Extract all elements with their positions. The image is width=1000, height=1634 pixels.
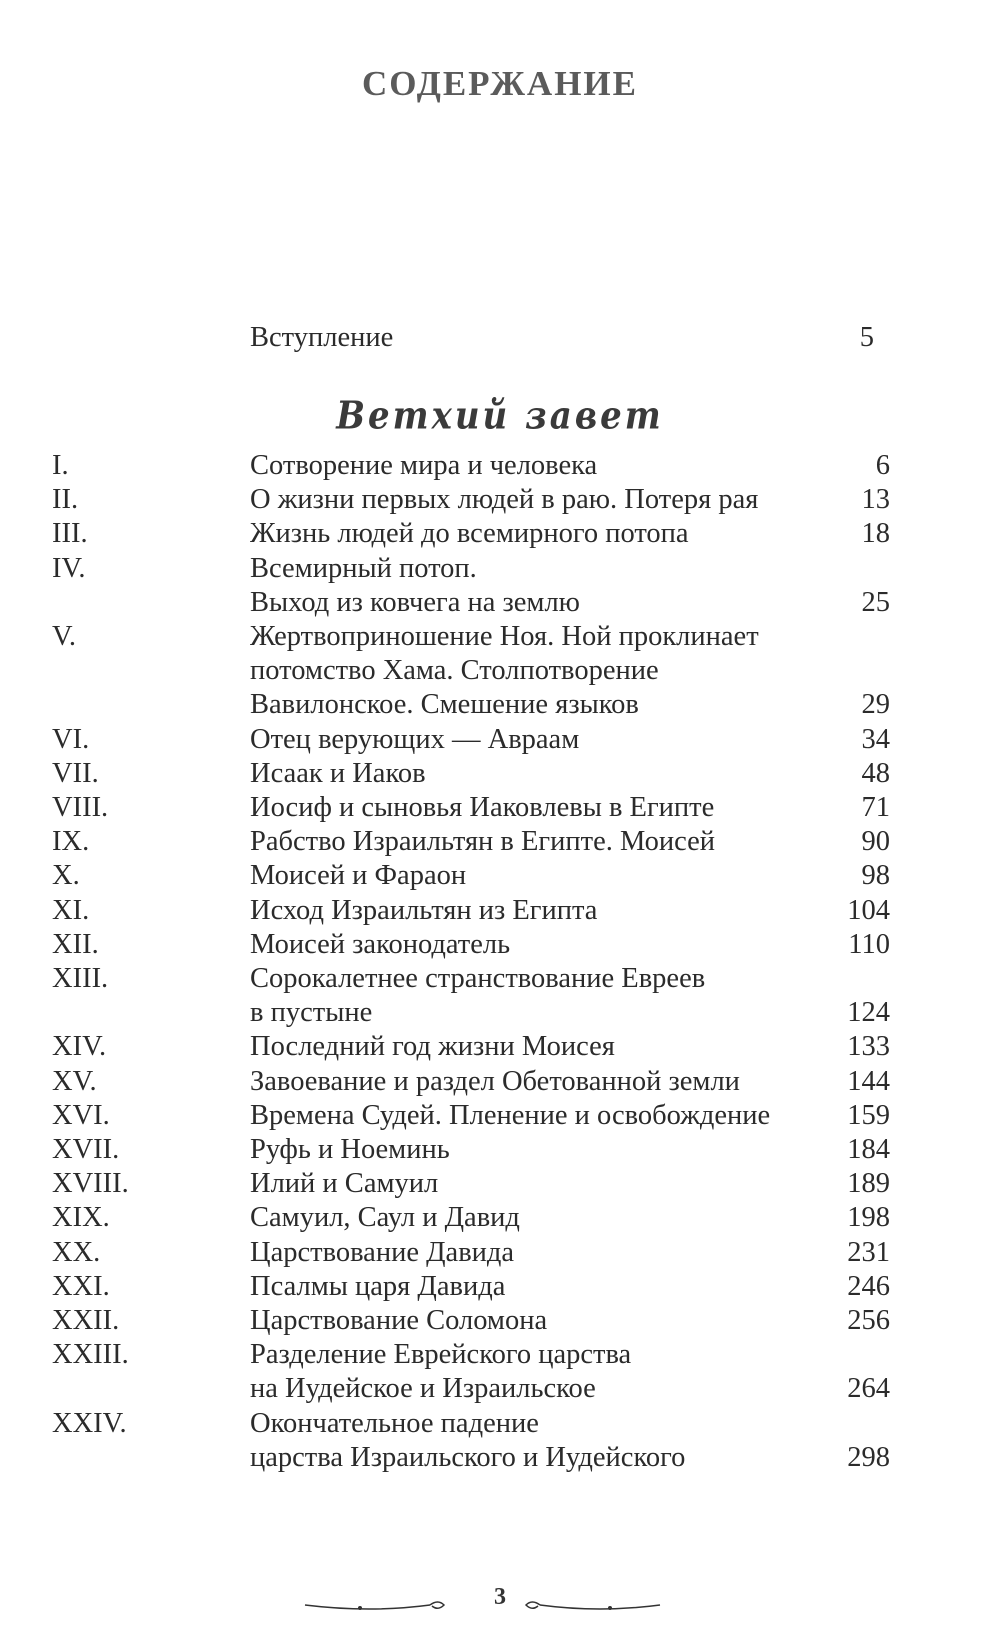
toc-entry-line[interactable] <box>0 687 1000 723</box>
toc-entry-line[interactable] <box>0 551 1000 587</box>
intro-label: Вступление <box>250 322 394 353</box>
toc-entry-line[interactable] <box>0 995 1000 1031</box>
chapter-title: Вавилонское. Смешение языков <box>250 689 639 721</box>
toc-entry-line[interactable] <box>0 482 1000 518</box>
chapter-page-number: 124 <box>847 997 890 1029</box>
chapter-page-number: 246 <box>847 1270 890 1302</box>
chapter-number: XXI. <box>52 1270 110 1302</box>
chapter-page-number: 71 <box>861 792 890 823</box>
chapter-title: Царствование Давида <box>250 1236 515 1268</box>
chapter-number: XX. <box>52 1236 101 1268</box>
toc-entry-line[interactable] <box>0 448 1000 484</box>
toc-entry-line[interactable] <box>0 1440 1000 1476</box>
chapter-page-number: 256 <box>847 1305 890 1336</box>
chapter-title: Жизнь людей до всемирного потопа <box>250 518 689 550</box>
chapter-title: Руфь и Ноеминь <box>250 1134 450 1165</box>
chapter-page-number: 184 <box>847 1134 890 1165</box>
chapter-number: XVI. <box>52 1099 110 1131</box>
chapter-title: в пустыне <box>250 997 373 1029</box>
chapter-title: Выход из ковчега на землю <box>250 586 580 618</box>
chapter-page-number: 110 <box>848 928 890 960</box>
toc-entry-line[interactable] <box>0 1200 1000 1236</box>
intro-page-number: 5 <box>859 322 874 353</box>
chapter-number: II. <box>52 484 79 516</box>
chapter-title: Последний год жизни Моисея <box>250 1031 615 1063</box>
chapter-title: Илий и Самуил <box>250 1168 439 1200</box>
chapter-title: потомство Хама. Столпотворение <box>250 655 659 687</box>
toc-entry-line[interactable] <box>0 756 1000 792</box>
toc-entry-line[interactable] <box>0 1371 1000 1407</box>
intro-row[interactable] <box>0 320 1000 356</box>
chapter-page-number: 264 <box>847 1373 890 1405</box>
chapter-number: XI. <box>52 894 90 926</box>
chapter-page-number: 13 <box>861 484 890 516</box>
chapter-number: XVIII. <box>52 1168 129 1200</box>
chapter-page-number: 189 <box>847 1168 890 1200</box>
chapter-page-number: 198 <box>847 1202 890 1234</box>
chapter-number: XIV. <box>52 1031 107 1063</box>
chapter-title: Завоевание и раздел Обетованной земли <box>250 1065 740 1097</box>
chapter-title: Отец верующих — Авраам <box>250 723 580 755</box>
chapter-number: XXII. <box>52 1305 120 1336</box>
chapter-number: IV. <box>52 552 86 584</box>
chapter-number: XIX. <box>52 1202 110 1234</box>
chapter-page-number: 48 <box>861 757 890 789</box>
toc-entry-line[interactable] <box>0 619 1000 655</box>
chapter-title: Жертвоприношение Ноя. Ной проклинает <box>250 621 759 652</box>
chapter-page-number: 231 <box>847 1236 890 1268</box>
chapter-number: I. <box>52 450 69 481</box>
chapter-page-number: 6 <box>875 450 890 481</box>
chapter-number: XXIII. <box>52 1339 129 1371</box>
page-title: СОДЕРЖАНИЕ <box>361 64 638 103</box>
toc-entry-line[interactable] <box>0 1303 1000 1339</box>
chapter-page-number: 298 <box>847 1441 890 1473</box>
chapter-title: Иосиф и сыновья Иаковлевы в Египте <box>250 792 715 823</box>
chapter-number: X. <box>52 860 80 892</box>
chapter-title: Времена Судей. Пленение и освобождение <box>250 1099 771 1131</box>
chapter-number: VIII. <box>52 792 109 823</box>
toc-entry-line[interactable] <box>0 1166 1000 1202</box>
chapter-page-number: 29 <box>861 689 890 721</box>
chapter-page-number: 25 <box>861 586 890 618</box>
chapter-title: Псалмы царя Давида <box>250 1270 506 1302</box>
chapter-title: царства Израильского и Иудейского <box>250 1441 686 1473</box>
chapter-title: Моисей законодатель <box>250 928 511 960</box>
chapter-page-number: 159 <box>847 1099 890 1131</box>
chapter-title: на Иудейское и Израильское <box>250 1373 596 1405</box>
chapter-number: VII. <box>52 757 99 789</box>
chapter-number: XXIV. <box>52 1407 127 1439</box>
chapter-number: III. <box>52 518 88 550</box>
toc-entry-line[interactable] <box>0 858 1000 894</box>
chapter-title: Сотворение мира и человека <box>250 450 598 481</box>
section-title: Ветхий завет <box>336 393 664 439</box>
chapter-page-number: 133 <box>847 1031 890 1063</box>
chapter-number: XVII. <box>52 1134 120 1165</box>
chapter-title: Разделение Еврейского царства <box>250 1339 632 1371</box>
chapter-page-number: 18 <box>861 518 890 550</box>
chapter-title: Сорокалетнее странствование Евреев <box>250 963 706 994</box>
chapter-number: VI. <box>52 723 90 755</box>
chapter-page-number: 98 <box>861 860 890 892</box>
toc-entry-line[interactable] <box>0 1337 1000 1373</box>
toc-entry-line[interactable] <box>0 516 1000 552</box>
chapter-number: V. <box>52 621 77 652</box>
chapter-number: XIII. <box>52 963 109 994</box>
toc-entry-line[interactable] <box>0 790 1000 826</box>
chapter-title: Моисей и Фараон <box>250 860 467 892</box>
chapter-page-number: 34 <box>861 723 890 755</box>
chapter-title: Царствование Соломона <box>250 1305 548 1336</box>
toc-entry-line[interactable] <box>0 824 1000 860</box>
chapter-number: XII. <box>52 928 99 960</box>
page-number: 3 <box>494 1584 506 1610</box>
chapter-number: IX. <box>52 826 90 858</box>
toc-entry-line[interactable] <box>0 585 1000 621</box>
toc-entry-line[interactable] <box>0 653 1000 689</box>
chapter-title: Всемирный потоп. <box>250 552 477 584</box>
chapter-page-number: 144 <box>847 1065 890 1097</box>
chapter-number: XV. <box>52 1065 97 1097</box>
chapter-title: Окончательное падение <box>250 1407 539 1439</box>
chapter-title: Рабство Израильтян в Египте. Моисей <box>250 826 716 858</box>
chapter-title: Самуил, Саул и Давид <box>250 1202 520 1234</box>
toc-entry-line[interactable] <box>0 1132 1000 1168</box>
toc-entry-line[interactable] <box>0 1064 1000 1100</box>
chapter-page-number: 90 <box>861 826 890 858</box>
chapter-page-number: 104 <box>847 894 890 926</box>
toc-entry-line[interactable] <box>0 1098 1000 1134</box>
chapter-title: Исход Израильтян из Египта <box>250 894 598 926</box>
toc-entry-line[interactable] <box>0 893 1000 929</box>
toc-entry-line[interactable] <box>0 1029 1000 1065</box>
toc-entry-line[interactable] <box>0 1235 1000 1271</box>
toc-entry-line[interactable] <box>0 927 1000 963</box>
toc-entry-line[interactable] <box>0 1406 1000 1442</box>
chapter-title: Исаак и Иаков <box>250 757 426 789</box>
toc-entry-line[interactable] <box>0 722 1000 758</box>
toc-entry-line[interactable] <box>0 961 1000 997</box>
chapter-title: О жизни первых людей в раю. Потеря рая <box>250 484 759 516</box>
toc-entry-line[interactable] <box>0 1269 1000 1305</box>
